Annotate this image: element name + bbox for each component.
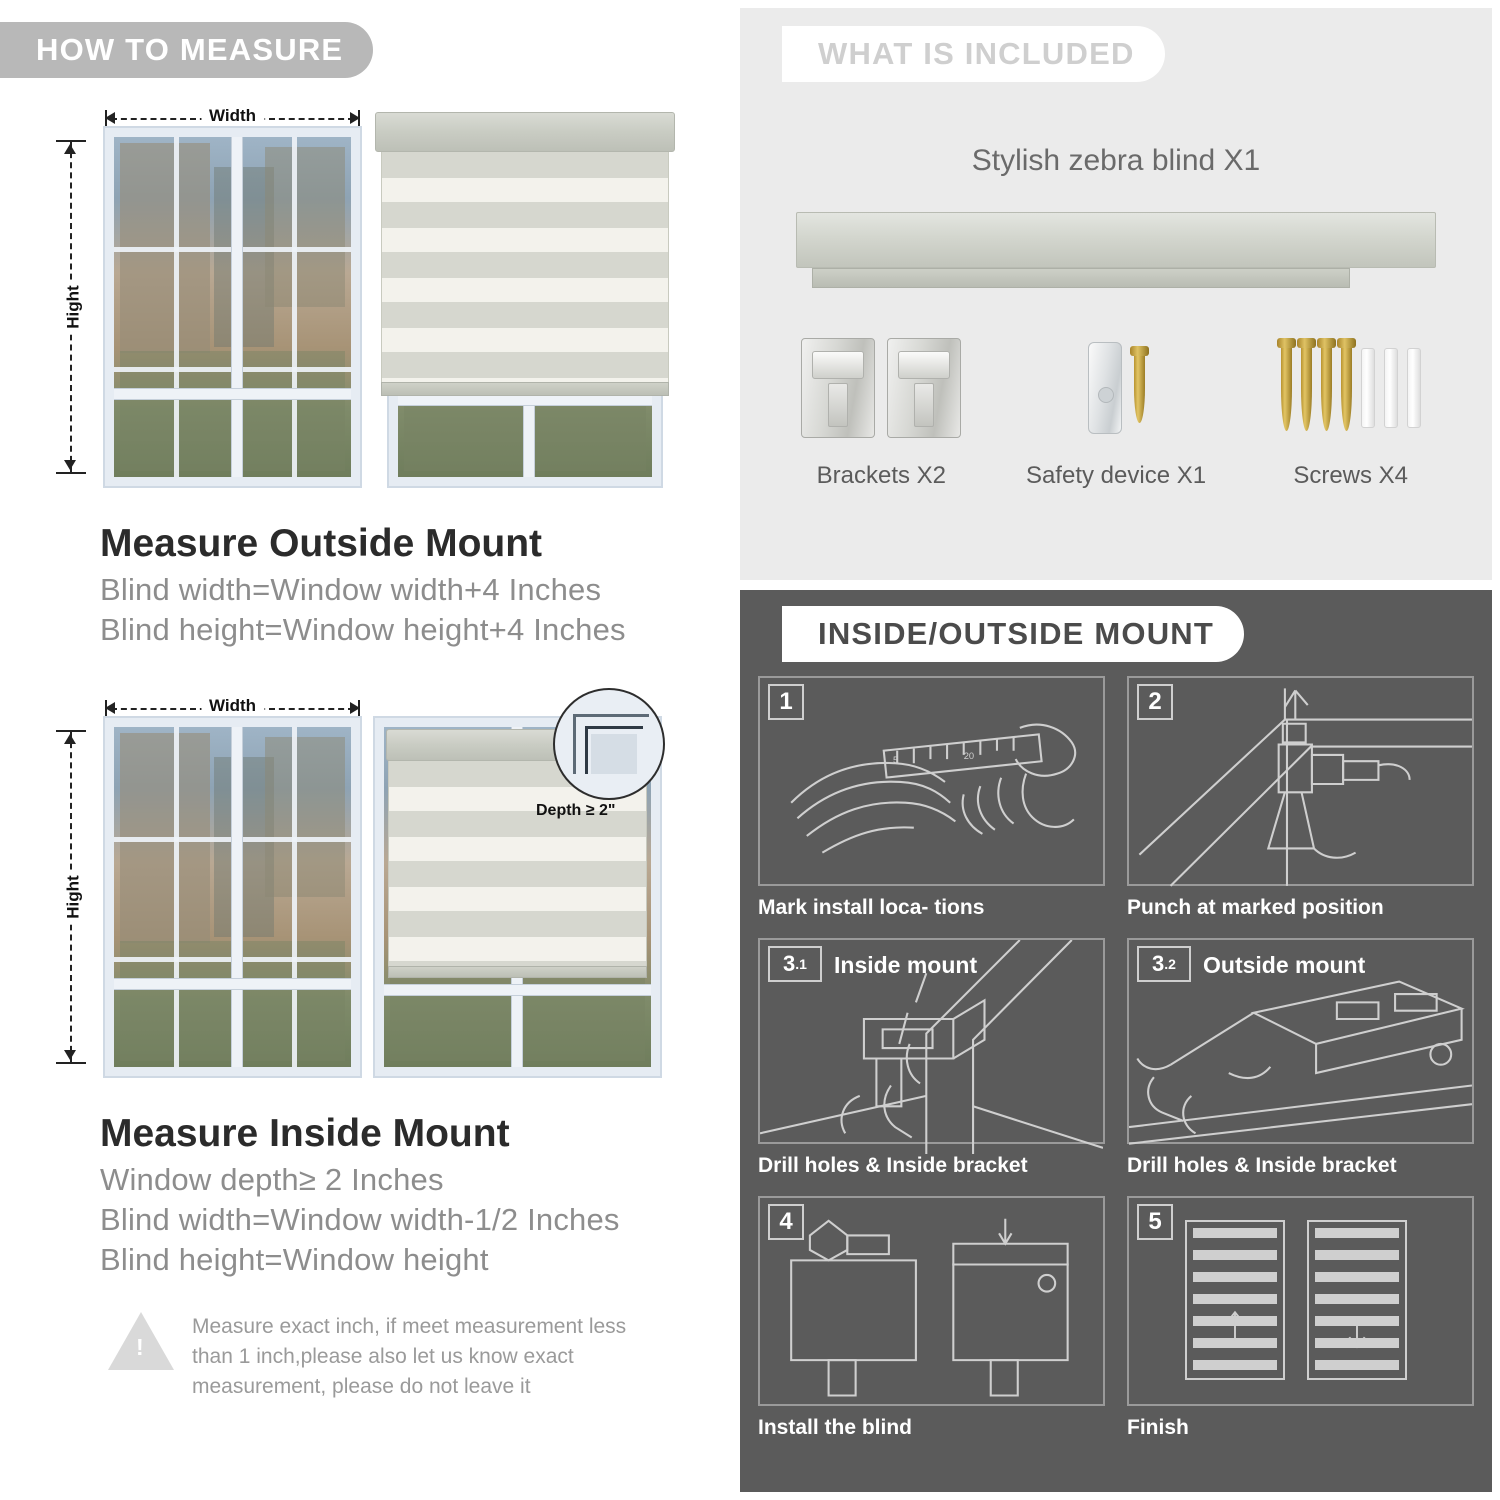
bracket-icon [887,338,961,438]
outside-mount-line1: Blind width=Window width+4 Inches [100,572,602,607]
wall-anchor-icon [1407,348,1421,428]
parts-row [740,328,1492,490]
step-2-caption: Punch at marked position [1127,896,1384,919]
inside-mount-line3: Blind height=Window height [100,1242,489,1277]
step-5-number-visible: 5 [1137,1204,1173,1240]
step-3-1 [758,938,1105,1178]
safety-device-icon [1088,342,1122,434]
bracket-icon [801,338,875,438]
what-is-included-panel [740,8,1492,580]
outside-width-label: Width [201,106,264,126]
window-outside-before [105,128,360,486]
step-1-caption: Mark install loca- tions [758,896,985,919]
measure-note-text: Measure exact inch, if meet measurement less than 1 inch,please also let us know exact measurement, please do not leave it [192,1315,627,1398]
part-brackets-label: Brackets X2 [816,462,947,489]
screw-icon [1281,345,1292,431]
hand-ruler-icon [760,678,1103,896]
step-2-number: 2 [1137,684,1173,720]
outside-mount-line2: Blind height=Window height+4 Inches [100,612,626,647]
step-4-number: 4 [768,1204,804,1240]
inside-height-dimension [48,718,94,1076]
outside-height-label: Hight [62,279,86,334]
depth-callout-label: Depth ≥ 2" [536,802,616,819]
step-3-1-title: Inside mount [834,952,978,978]
inside-outside-mount-title: INSIDE/OUTSIDE MOUNT [782,606,1244,662]
right-column [740,0,1500,1500]
zebra-blind-headrail-image [796,212,1436,290]
step-3-1-num-main: 3 [783,951,796,976]
step-3-2-number [1137,946,1191,982]
step-3-2 [1127,938,1474,1178]
window-outside-after [375,104,675,486]
how-to-measure-panel [0,0,740,1500]
step-4-caption: Install the blind [758,1416,913,1439]
inside-outside-mount-panel [740,590,1492,1492]
steps-grid [758,676,1474,1440]
step-3-2-num-sub: .2 [1164,956,1176,972]
step-3-2-caption: Drill holes & Inside bracket [1127,1154,1397,1177]
window-inside-before [105,718,360,1076]
part-brackets [764,328,999,490]
step-3-1-number [768,946,822,982]
arrow-down-icon [1309,1222,1405,1376]
screw-icon [1321,345,1332,431]
step-3-1-caption: Drill holes & Inside bracket [758,1154,1028,1177]
inside-mount-heading: Measure Inside Mount [100,1112,510,1155]
outside-mount-diagram [0,104,740,504]
how-to-measure-title: HOW TO MEASURE [0,22,373,78]
arrow-up-icon [1187,1222,1283,1376]
part-screws [1233,328,1468,490]
inside-mount-diagram [0,694,740,1094]
step-3-2-num-main: 3 [1152,951,1165,976]
part-safety-device [999,328,1234,490]
measure-note [108,1312,668,1401]
svg-text:5: 5 [893,755,899,766]
depth-callout-circle [553,688,665,800]
outside-mount-heading: Measure Outside Mount [100,522,543,565]
step-5-caption: Finish [1127,1416,1189,1439]
screw-icon [1341,345,1352,431]
warning-triangle-icon [108,1312,174,1370]
inside-height-label: Hight [62,869,86,924]
step-3-2-title: Outside mount [1203,952,1366,978]
inside-mount-line1: Window depth≥ 2 Inches [100,1162,444,1197]
wall-anchor-icon [1384,348,1398,428]
step-1 [758,676,1105,920]
wall-anchor-icon [1361,348,1375,428]
finished-blind-right [1307,1220,1407,1380]
screw-icon [1134,353,1145,423]
step-5 [1127,1196,1474,1440]
part-screws-label: Screws X4 [1293,462,1409,489]
step-2 [1127,676,1474,920]
inside-width-label: Width [201,696,264,716]
inside-mount-line2: Blind width=Window width-1/2 Inches [100,1202,620,1237]
step-3-1-num-sub: .1 [795,956,807,972]
drill-icon [1129,678,1472,896]
what-is-included-title: WHAT IS INCLUDED [782,26,1165,82]
screw-icon [1301,345,1312,431]
svg-text:20: 20 [963,751,975,762]
outside-height-dimension [48,128,94,486]
step-4 [758,1196,1105,1440]
part-safety-label: Safety device X1 [1025,462,1207,489]
product-label: Stylish zebra blind X1 [971,144,1261,177]
finished-blind-left [1185,1220,1285,1380]
blind-install-icon [760,1198,1103,1416]
step-1-number: 1 [768,684,804,720]
